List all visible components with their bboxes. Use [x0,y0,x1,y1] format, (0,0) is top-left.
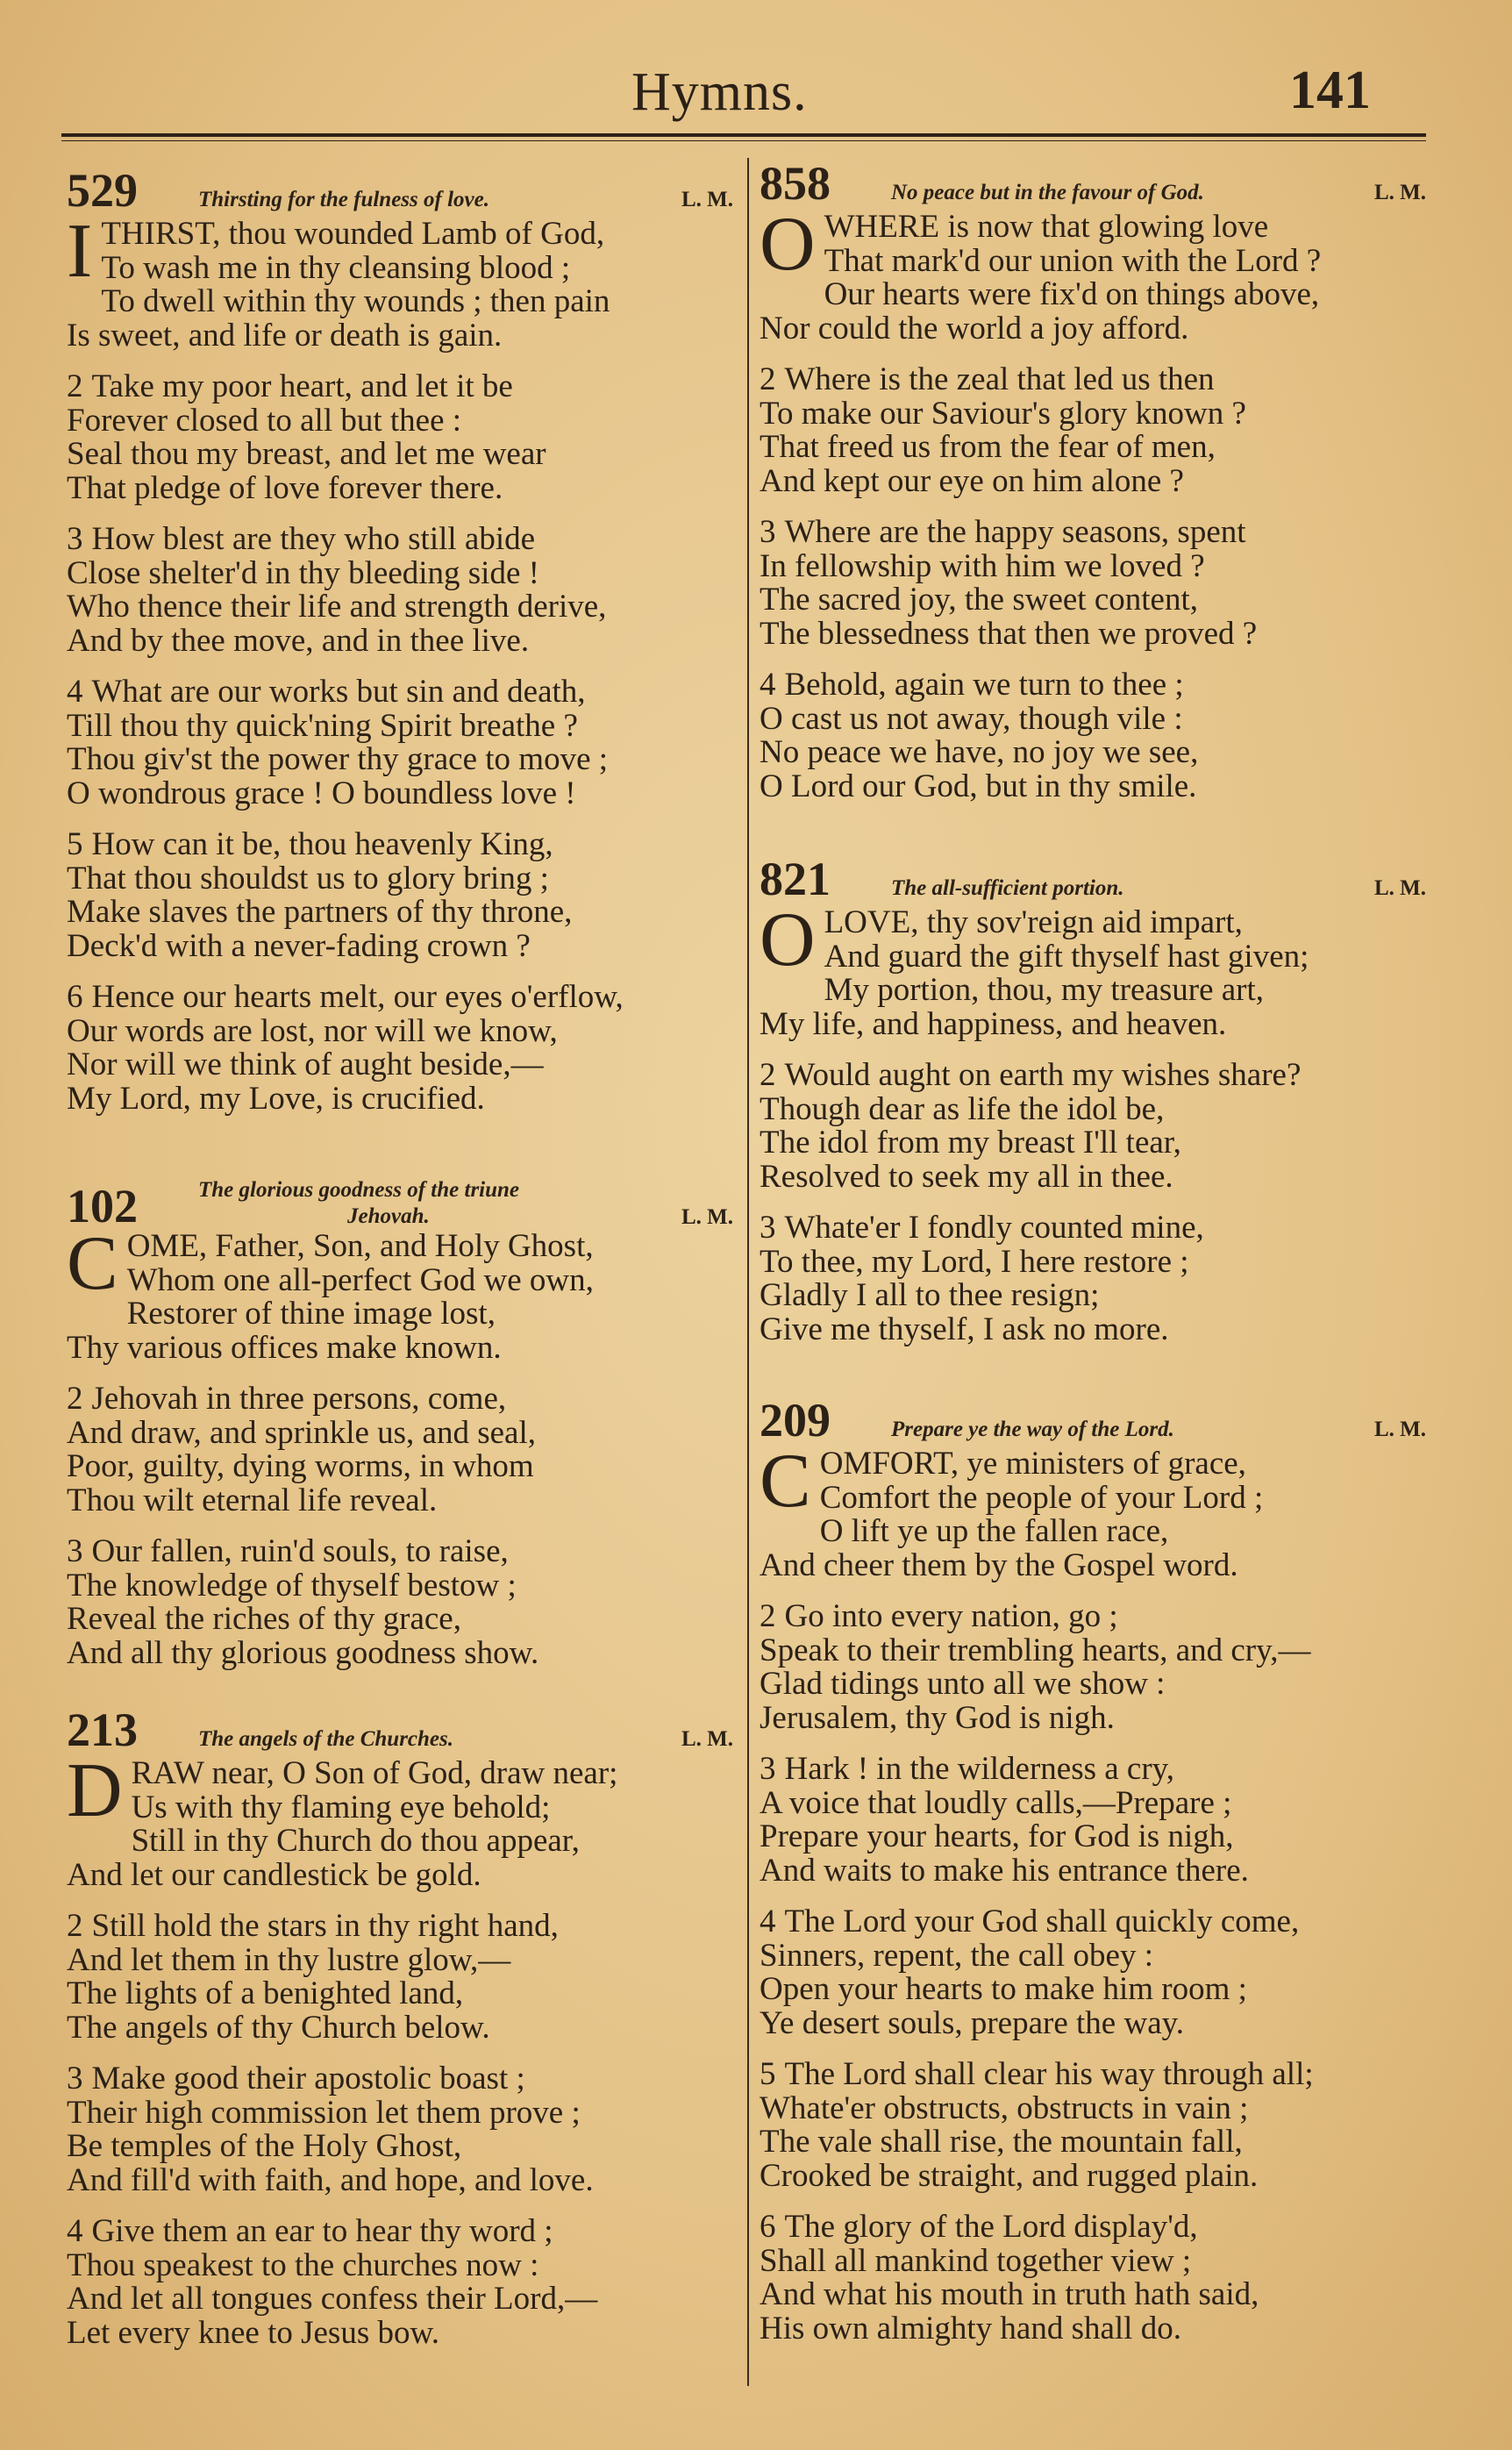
verse-line [67,1757,733,1791]
hymn-meter: L. M. [1373,876,1426,900]
hymn-header [67,1706,733,1757]
verse-text: And waits to make his entrance there. [760,1852,1249,1889]
verse-line [67,404,733,439]
verse-text: Whate'er I fondly counted mine, [784,1210,1204,1246]
hymn-number: 209 [760,1394,831,1446]
verse-line [67,1012,733,1049]
verse-text: Though dear as life the idol be, [760,1090,1165,1127]
verse-line [67,1261,733,1298]
verse-text: Whate'er obstructs, obstructs in vain ; [760,2089,1249,2126]
verse-text: And kept our eye on him alone ? [760,462,1184,499]
drop-cap: D [67,1748,123,1833]
verse-line [67,2246,733,2283]
verse-line [760,974,1426,1008]
verse-text: Till thou thy quick'ning Spirit breathe ? [67,707,578,744]
verse-text: O wondrous grace ! O boundless love ! [67,775,576,811]
hymn-number: 858 [760,157,831,210]
stanza-number: 4 [760,667,776,703]
stanza-number: 3 [67,1533,83,1569]
verse-line [67,743,733,777]
verse-line [760,1668,1426,1702]
stanza-number: 2 [760,361,776,397]
drop-cap: O [760,202,816,287]
verse-line [67,523,733,557]
verse-line [67,1297,733,1332]
hymn-number: 529 [67,164,138,217]
hymn-meter: L. M. [681,188,733,211]
verse-text: No peace we have, no joy we see, [760,734,1199,770]
verse-text: Where are the happy seasons, spent [784,514,1246,550]
verse-line [760,462,1426,499]
verse-text: Make slaves the partners of thy throne, [67,894,573,930]
verse-text: Gladly I all to thee resign; [760,1277,1100,1313]
verse-text: Our words are lost, nor will we know, [67,1012,558,1049]
verse-line [67,981,733,1015]
verse-text: The blessedness that then we proved ? [760,615,1258,652]
verse-text: Restorer of thine image lost, [126,1296,496,1332]
verse-text: Nor could the world a joy afford. [760,310,1189,346]
verse-line [67,370,733,404]
verse-text: And all thy glorious goodness show. [67,1634,539,1671]
verse-text: Their high commission let them prove ; [67,2094,581,2131]
verse-text: And let our candlestick be gold. [67,1856,481,1893]
stanza [67,981,733,1116]
verse-text: How can it be, thou heavenly King, [91,826,553,862]
stanza-number: 3 [760,1210,776,1246]
verse-text: Seal thou my breast, and let me wear [67,436,546,472]
verse-text: Thy various offices make known. [67,1329,502,1366]
hymn-529 [67,164,733,1133]
stanza [67,2062,733,2197]
verse-text: That mark'd our union with the Lord ? [824,242,1322,279]
verse-text: THIRST, thou wounded Lamb of God, [101,216,605,252]
hymn-meter: L. M. [681,1205,733,1229]
stanza-number: 5 [760,2056,776,2092]
verse-text: And cheer them by the Gospel word. [760,1546,1238,1583]
verse-line [760,516,1426,550]
verse-line [67,590,733,625]
verse-text: Ye desert souls, prepare the way. [760,2004,1184,2041]
verse-line [760,1479,1426,1516]
verse-text: Who thence their life and strength derive, [67,589,607,625]
verse-text: Give them an ear to hear thy word ; [91,2213,553,2249]
verse-text: The vale shall rise, the mountain fall, [760,2124,1243,2160]
stanza [67,2215,733,2350]
verse-line [760,1753,1426,1787]
page-number: 141 [1289,61,1371,120]
verse-text: O lift ye up the fallen race, [819,1513,1169,1549]
hymn-number: 102 [67,1180,138,1232]
hymn-header [67,164,733,218]
hymn-title: The angels of the Churches. [198,1727,454,1751]
verse-text: Make good their apostolic boast ; [91,2061,525,2096]
verse-line [760,1820,1426,1854]
verse-line [760,1447,1426,1482]
verse-text: What are our works but sin and death, [91,674,586,710]
stanza [67,828,733,963]
verse-text: WHERE is now that glowing love [824,209,1269,245]
verse-text: Our fallen, ruin'd souls, to raise, [91,1533,509,1569]
verse-text: Behold, again we turn to thee ; [784,667,1184,703]
stanza-number: 6 [760,2209,776,2245]
stanza-number: 3 [67,521,83,557]
stanza [67,209,733,354]
verse-line [760,2157,1426,2194]
verse-line [760,615,1426,652]
verse-text: A voice that loudly calls,—Prepare ; [760,1784,1232,1821]
verse-line [67,2096,733,2131]
verse-text: Take my poor heart, and let it be [91,368,513,404]
hymn-title: Prepare ye the way of the Lord. [891,1418,1174,1441]
verse-line [760,1854,1426,1889]
verse-line [67,218,733,252]
hymn-title: No peace but in the favour of God. [891,181,1204,204]
verse-line [760,940,1426,975]
verse-line [760,2278,1426,2312]
stanza-number: 2 [760,1057,776,1093]
verse-text: Still hold the stars in thy right hand, [91,1908,559,1944]
verse-line [67,319,733,354]
verse-line [760,397,1426,432]
verse-line [67,896,733,930]
hymn-209 [760,1396,1426,2363]
verse-text: The glory of the Lord display'd, [784,2209,1198,2245]
verse-text: To wash me in thy cleansing blood ; [101,249,571,286]
verse-line [67,2161,733,2198]
verse-line [760,1313,1426,1347]
stanza-number: 4 [67,674,83,710]
stanza-number: 3 [760,514,776,550]
verse-text: That pledge of love forever there. [67,469,503,506]
verse-line [67,1634,733,1671]
verse-text: Would aught on earth my wishes share? [784,1057,1302,1093]
verse-text: My portion, thou, my treasure art, [824,972,1265,1008]
verse-text: How blest are they who still abide [91,521,536,557]
verse-line [760,278,1426,312]
hymn-number: 213 [67,1704,138,1756]
stanza [67,675,733,811]
stanza-number: 2 [67,1908,83,1944]
verse-line [67,1082,733,1117]
stanza [760,202,1426,346]
verse-line [67,2130,733,2164]
verse-line [760,363,1426,397]
verse-text: Forever closed to all but thee : [67,402,462,439]
verse-text: The knowledge of thyself bestow ; [67,1567,517,1604]
verse-line [67,2062,733,2096]
hymn-meter: L. M. [681,1727,733,1751]
verse-text: Poor, guilty, dying worms, in whom [67,1448,534,1484]
verse-line [67,2215,733,2249]
verse-text: OMFORT, ye ministers of grace, [819,1446,1246,1482]
hymn-header [760,157,1426,211]
verse-text: RAW near, O Son of God, draw near; [131,1755,618,1791]
verse-line [67,777,733,811]
verse-text: Still in thy Church do thou appear, [131,1823,580,1859]
verse-line [67,828,733,862]
verse-text: Our hearts were fix'd on things above, [824,276,1320,312]
verse-text: Give me thyself, I ask no more. [760,1311,1169,1347]
verse-text: And what his mouth in truth hath said, [760,2276,1259,2312]
hymn-meter: L. M. [1373,1418,1426,1441]
verse-text: The sacred joy, the sweet content, [760,582,1198,618]
verse-text: Be temples of the Holy Ghost, [67,2128,462,2164]
verse-text: The angels of thy Church below. [67,2009,490,2046]
stanza-number: 4 [67,2213,83,2249]
stanza-number: 2 [760,1598,776,1634]
verse-line [760,2125,1426,2160]
stanza-number: 2 [67,368,83,404]
verse-line [760,770,1426,804]
verse-line [67,1825,733,1859]
verse-line [760,668,1426,703]
verse-line [67,707,733,744]
hymn-821 [760,855,1426,1364]
verse-text: Shall all mankind together view ; [760,2242,1192,2279]
verse-text: LOVE, thy sov'reign aid impart, [824,904,1243,940]
verse-line [760,2312,1426,2346]
verse-line [760,1126,1426,1161]
stanza [760,1600,1426,1735]
stanza [67,1535,733,1670]
verse-text: My Lord, my Love, is crucified. [67,1080,485,1117]
verse-text: The idol from my breast I'll tear, [760,1125,1181,1161]
verse-line [67,249,733,286]
verse-line [67,1791,733,1825]
verse-text: Thou speakest to the churches now : [67,2246,539,2283]
verse-line [67,862,733,896]
verse-text: Comfort the people of your Lord ; [819,1479,1264,1516]
verse-line [67,1977,733,2011]
verse-line [67,1535,733,1569]
verse-line [760,242,1426,279]
stanza [760,1211,1426,1346]
verse-line [760,2211,1426,2245]
hymn-102 [67,1167,733,1688]
stanza [760,1439,1426,1583]
verse-line [760,1973,1426,2007]
verse-text: Jerusalem, thy God is nigh. [760,1699,1115,1736]
hymn-header [760,855,1426,906]
verse-line [67,1414,733,1451]
verse-text: The lights of a benighted land, [67,1975,464,2011]
stanza [760,363,1426,498]
verse-text: OME, Father, Son, and Holy Ghost, [126,1228,594,1264]
verse-line [760,1905,1426,1939]
verse-text: Speak to their trembling hearts, and cry,— [760,1632,1311,1668]
drop-cap: O [760,897,816,982]
verse-text: Close shelter'd in thy bleeding side ! [67,554,539,591]
verse-text: And draw, and sprinkle us, and seal, [67,1414,537,1451]
verse-line [760,2004,1426,2041]
verse-line [67,1230,733,1264]
verse-line [760,1546,1426,1583]
verse-line [67,469,733,506]
stanza [67,370,733,505]
verse-text: And let all tongues confess their Lord,— [67,2281,598,2317]
verse-line [67,1569,733,1604]
stanza-number: 4 [760,1904,776,1939]
stanza [67,1382,733,1518]
verse-line [67,438,733,472]
verse-text: To dwell within thy wounds ; then pain [101,283,610,319]
verse-line [760,2058,1426,2092]
verse-line [67,1603,733,1637]
drop-cap: C [67,1221,118,1306]
column-divider [747,158,749,2386]
stanza-number: 5 [67,826,83,862]
verse-line [67,675,733,710]
verse-line [67,1382,733,1417]
verse-text: Deck'd with a never-fading crown ? [67,927,531,964]
verse-line [67,1484,733,1518]
verse-line [67,927,733,964]
verse-line [67,554,733,591]
verse-text: His own almighty hand shall do. [760,2310,1181,2346]
verse-line [67,1856,733,1893]
verse-text: Nor will we think of aught beside,— [67,1046,544,1082]
hymn-title-line: Jehovah. [347,1204,430,1228]
stanza [760,516,1426,651]
verse-text: O cast us not away, though vile : [760,700,1183,737]
verse-text: Thou giv'st the power thy grace to move ; [67,741,609,777]
verse-line [760,1090,1426,1127]
stanza [760,1059,1426,1194]
header-rule [61,133,1426,137]
verse-line [760,1059,1426,1093]
verse-text: Hark ! in the wilderness a cry, [784,1751,1175,1787]
verse-line [760,1279,1426,1313]
verse-text: And let them in thy lustre glow,— [67,1941,511,1978]
verse-text: Hence our hearts melt, our eyes o'erflow, [91,979,624,1015]
stanza [67,1910,733,2045]
verse-line [67,1941,733,1978]
stanza [760,668,1426,804]
verse-text: Resolved to seek my all in thee. [760,1158,1173,1195]
verse-line [67,1910,733,1944]
verse-text: To thee, my Lord, I here restore ; [760,1243,1189,1280]
stanza [760,1905,1426,2040]
drop-cap: I [67,209,93,294]
verse-text: O Lord our God, but in thy smile. [760,768,1197,804]
verse-text: Is sweet, and life or death is gain. [67,317,503,354]
verse-line [67,2011,733,2046]
verse-line [760,1600,1426,1634]
verse-line [760,700,1426,737]
verse-text: Sinners, repent, the call obey : [760,1937,1154,1974]
verse-text: Us with thy flaming eye behold; [131,1789,551,1825]
hymn-title: The all-sufficient portion. [891,876,1124,900]
verse-line [760,1699,1426,1736]
hymn-858 [760,157,1426,821]
stanza [760,2058,1426,2193]
stanza-number: 3 [67,2061,83,2096]
verse-text: And guard the gift thyself hast given; [824,938,1309,975]
verse-line [67,622,733,659]
verse-line [67,2314,733,2351]
verse-line [760,431,1426,465]
page-running-title: Hymns. [631,62,808,122]
verse-line [760,1939,1426,1974]
verse-line [760,1211,1426,1246]
verse-line [760,736,1426,770]
verse-line [760,1784,1426,1821]
stanza-number: 3 [760,1751,776,1787]
verse-text: Where is the zeal that led us then [784,361,1215,397]
hymn-title-line: The glorious goodness of the triune [198,1178,520,1202]
verse-text: The Lord shall clear his way through all; [784,2056,1314,2092]
header-rule-thin [61,140,1426,141]
hymn-number: 821 [760,853,831,905]
hymn-meter: L. M. [1373,181,1426,204]
verse-text: That freed us from the fear of men, [760,429,1216,465]
verse-line [760,2242,1426,2279]
verse-text: Go into every nation, go ; [784,1598,1118,1634]
verse-line [760,312,1426,346]
stanza [760,2211,1426,2346]
verse-text: Let every knee to Jesus bow. [67,2314,440,2351]
verse-text: The Lord your God shall quickly come, [784,1904,1300,1939]
hymn-header [760,1396,1426,1447]
verse-text: Glad tidings unto all we show : [760,1666,1166,1702]
stanza [760,1753,1426,1888]
verse-line [760,1158,1426,1195]
stanza-number: 6 [67,979,83,1015]
verse-text: Thou wilt eternal life reveal. [67,1482,438,1518]
verse-text: Jehovah in three persons, come, [91,1381,507,1417]
verse-line [760,1005,1426,1042]
drop-cap: C [760,1439,811,1524]
verse-line [760,1634,1426,1668]
verse-line [760,211,1426,245]
verse-line [67,2282,733,2317]
verse-text: My life, and happiness, and heaven. [760,1005,1227,1042]
stanza [67,1221,733,1366]
hymn-213 [67,1706,733,2368]
verse-text: That thou shouldst us to glory bring ; [67,860,549,896]
hymn-header [67,1167,733,1230]
verse-line [760,906,1426,940]
verse-line [760,1243,1426,1280]
verse-line [760,2089,1426,2126]
verse-text: Reveal the riches of thy grace, [67,1601,461,1637]
stanza [67,1748,733,1893]
verse-text: Open your hearts to make him room ; [760,1971,1247,2007]
verse-line [760,1515,1426,1549]
verse-text: Whom one all-perfect God we own, [126,1261,594,1298]
hymn-title [198,1177,681,1230]
verse-line [760,583,1426,618]
verse-line [67,1450,733,1484]
verse-line [67,285,733,319]
stanza-number: 2 [67,1381,83,1417]
hymn-title: Thirsting for the fulness of love. [198,188,489,211]
stanza [760,897,1426,1042]
verse-text: Prepare your hearts, for God is nigh, [760,1818,1234,1854]
verse-text: And by thee move, and in thee live. [67,622,530,659]
verse-text: Crooked be straight, and rugged plain. [760,2157,1259,2194]
verse-line [67,1048,733,1082]
verse-line [67,1329,733,1366]
verse-line [760,547,1426,584]
verse-text: In fellowship with him we loved ? [760,547,1205,584]
verse-text: To make our Saviour's glory known ? [760,395,1246,432]
verse-text: And fill'd with faith, and hope, and love. [67,2161,594,2198]
stanza [67,523,733,658]
